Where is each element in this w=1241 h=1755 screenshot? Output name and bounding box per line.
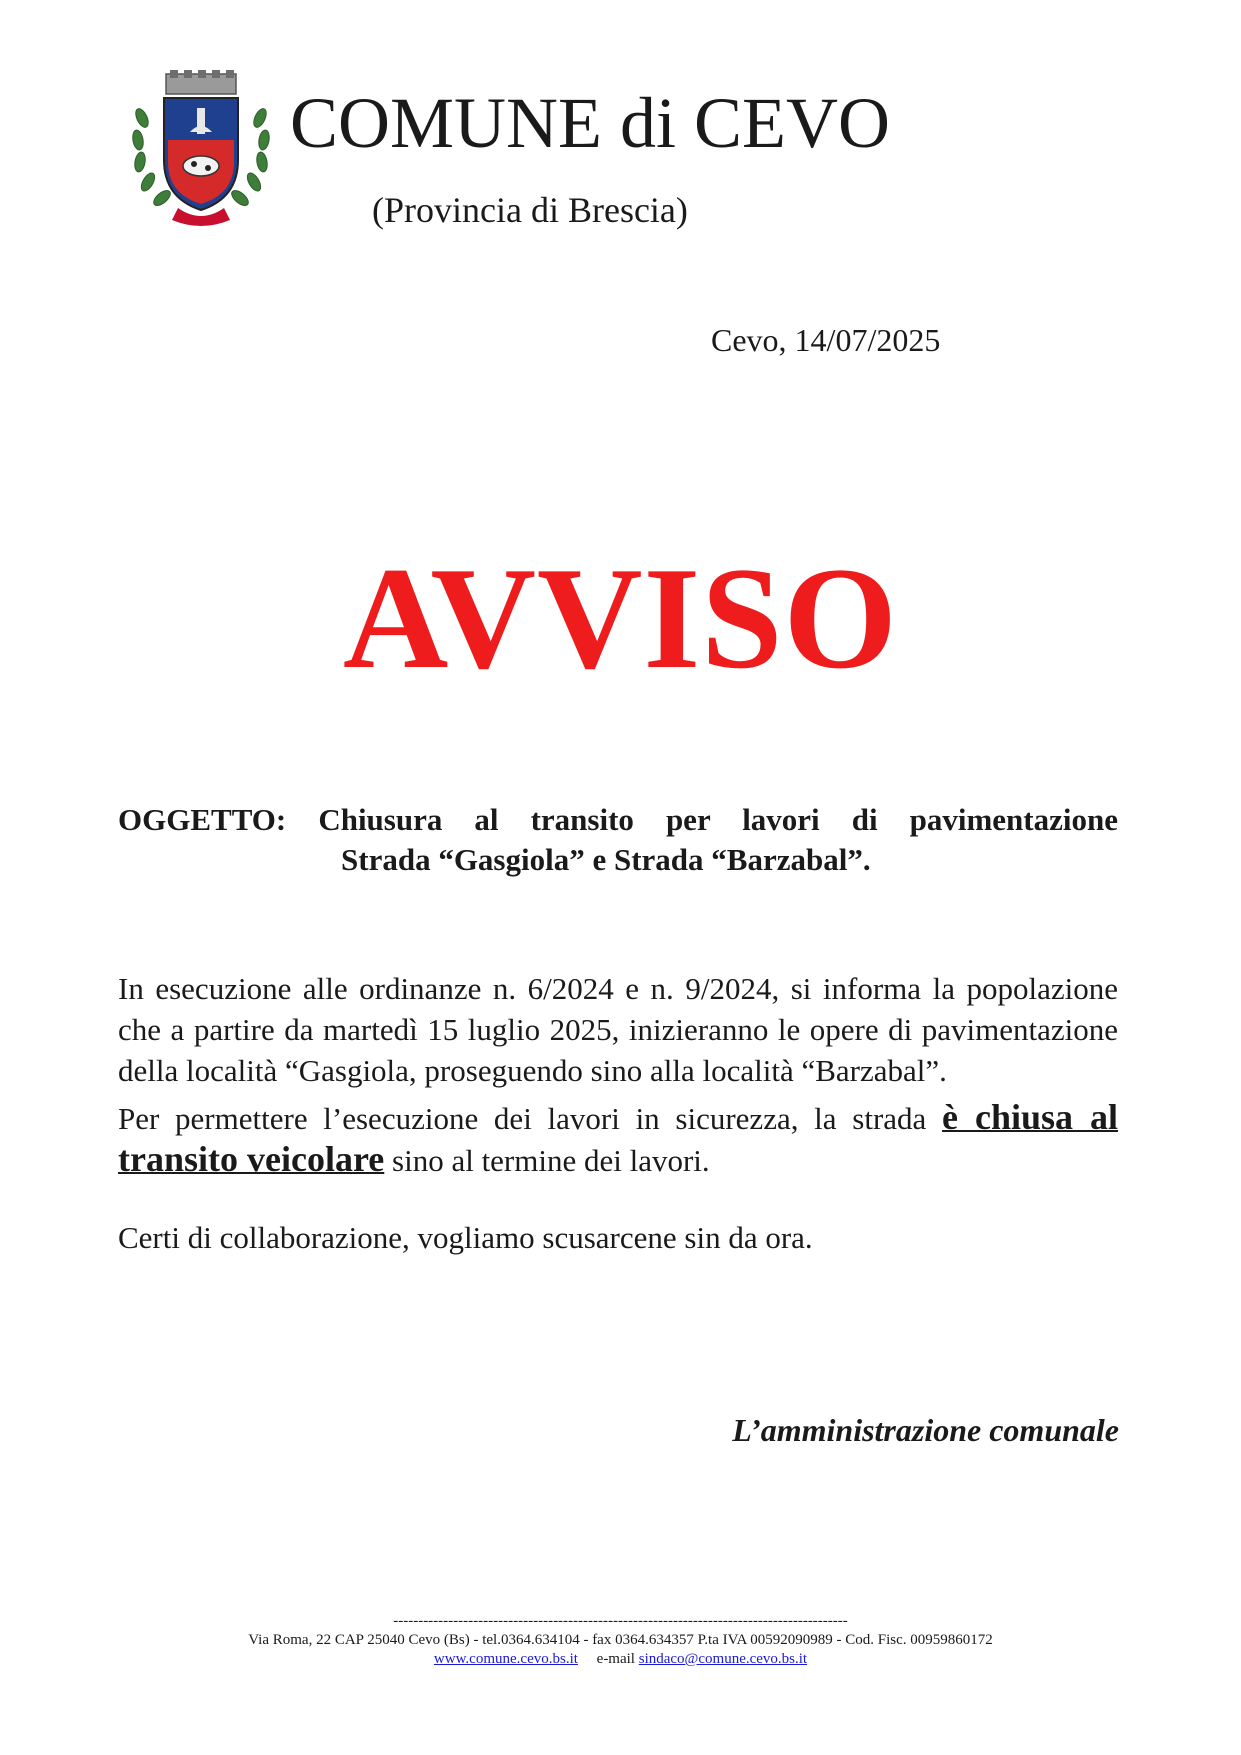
- body-paragraph-2: [118, 1097, 1118, 1181]
- municipality-title: COMUNE di CEVO: [290, 83, 891, 163]
- notice-heading: AVVISO: [342, 537, 899, 699]
- subject-text-1: Chiusura al transito per lavori di pavimentazione: [318, 802, 1118, 837]
- subject-block: [118, 800, 1118, 880]
- body-paragraph-2-end: sino al termine dei lavori.: [384, 1143, 710, 1178]
- coat-of-arms-icon: [128, 70, 274, 230]
- road-closure-emphasis: è chiusa al transito veicolare: [118, 1097, 1118, 1179]
- email-label: e-mail: [596, 1651, 635, 1667]
- footer-address: Via Roma, 22 CAP 25040 Cevo (Bs) - tel.0364.634104 - fax 0364.634357 P.ta IVA 00592090989 - Cod. Fisc. 00959860172: [248, 1632, 993, 1648]
- footer-rule: -------------------------------------------------------------------------------------------: [393, 1613, 848, 1629]
- signature: L’amministrazione comunale: [732, 1412, 1119, 1448]
- body-paragraph-3: Certi di collaborazione, vogliamo scusarcene sin da ora.: [118, 1220, 813, 1255]
- website-link[interactable]: www.comune.cevo.bs.it: [433, 1651, 578, 1667]
- subject-label: OGGETTO:: [118, 802, 287, 837]
- subject-line-2: Strada “Gasgiola” e Strada “Barzabal”.: [341, 842, 871, 877]
- province-subtitle: (Provincia di Brescia): [372, 190, 688, 230]
- footer: [0, 1612, 1241, 1669]
- footer-contacts: [0, 1650, 1241, 1669]
- place-and-date: Cevo, 14/07/2025: [711, 322, 941, 358]
- email-link[interactable]: sindaco@comune.cevo.bs.it: [638, 1651, 808, 1667]
- subject-line-1: [118, 800, 1118, 840]
- body-paragraph-1: In esecuzione alle ordinanze n. 6/2024 e n. 9/2024, si informa la popolazione che a partire da martedì 15 luglio 2025, inizieranno le opere di pavimentazione della località “Gasgiola, proseguendo sino alla località “Barzabal”.: [118, 971, 1118, 1088]
- body-paragraph-2-start: Per permettere l’esecuzione dei lavori in sicurezza, la strada: [118, 1101, 943, 1136]
- notice-body: [118, 968, 1118, 1258]
